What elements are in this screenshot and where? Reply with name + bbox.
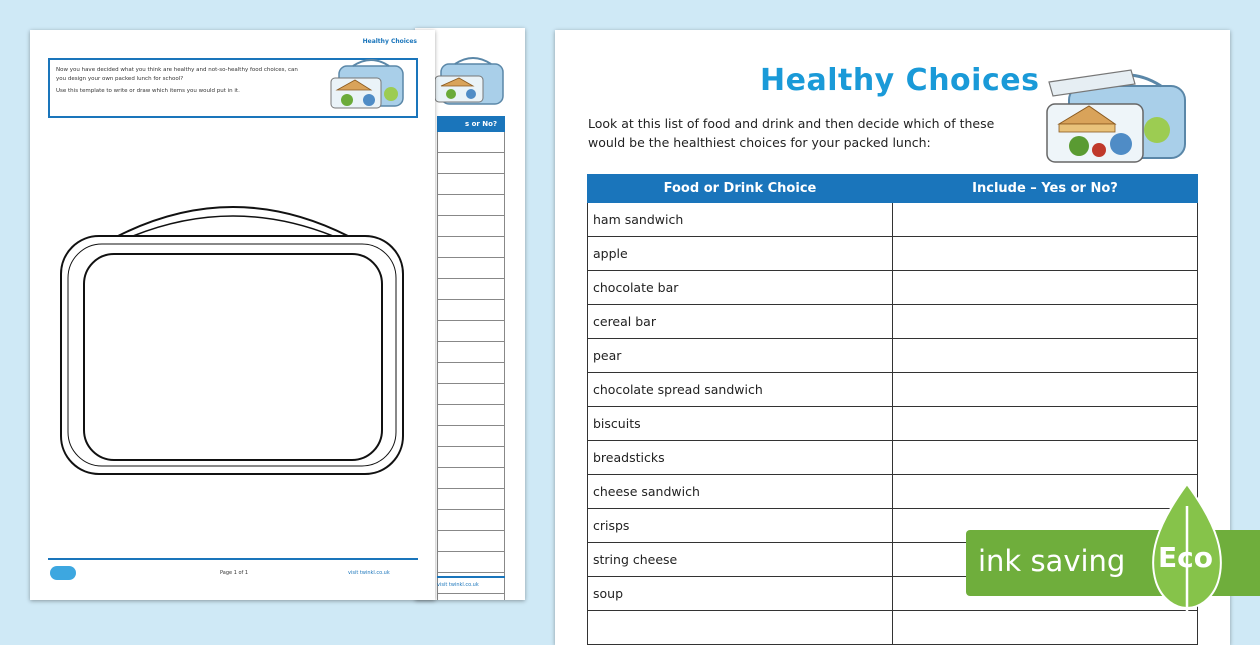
back-table-header: s or No? <box>437 116 505 132</box>
food-item-cell: soup <box>588 577 893 611</box>
food-item-cell: crisps <box>588 509 893 543</box>
table-header-row <box>588 175 1198 203</box>
answer-cell[interactable] <box>893 271 1198 305</box>
ink-saving-label: ink saving <box>978 544 1126 578</box>
eco-label: Eco <box>1158 541 1213 574</box>
food-item-cell: string cheese <box>588 543 893 577</box>
food-item-cell: cheese sandwich <box>588 475 893 509</box>
table-row <box>588 611 1198 645</box>
food-item-cell: ham sandwich <box>588 203 893 237</box>
food-item-cell: breadsticks <box>588 441 893 475</box>
table-row <box>588 407 1198 441</box>
back-table-rows <box>437 132 505 600</box>
answer-cell[interactable] <box>893 203 1198 237</box>
template-intro-text-2: Use this template to write or draw which items you would put in it. <box>56 88 240 94</box>
worksheet-instructions: Look at this list of food and drink and then decide which of these would be the healthiest choices for your packed lunch: <box>588 116 995 150</box>
table-row <box>588 271 1198 305</box>
lunchbox-template-page <box>30 30 435 600</box>
food-column-header: Food or Drink Choice <box>588 175 893 203</box>
food-item-cell: chocolate spread sandwich <box>588 373 893 407</box>
lunchbox-illustration-large <box>1039 66 1199 178</box>
food-item-cell: pear <box>588 339 893 373</box>
template-page-title: Healthy Choices <box>362 38 417 45</box>
table-row <box>588 339 1198 373</box>
twinkl-logo-icon <box>50 566 76 580</box>
table-row <box>588 305 1198 339</box>
include-column-header: Include – Yes or No? <box>893 175 1198 203</box>
answer-cell[interactable] <box>893 339 1198 373</box>
page-number: Page 1 of 1 <box>220 570 249 576</box>
answer-cell[interactable] <box>893 441 1198 475</box>
food-item-cell: cereal bar <box>588 305 893 339</box>
table-row <box>588 475 1198 509</box>
food-item-cell: apple <box>588 237 893 271</box>
answer-cell[interactable] <box>893 237 1198 271</box>
back-footer-link: visit twinkl.co.uk <box>437 582 479 588</box>
food-item-cell: chocolate bar <box>588 271 893 305</box>
answer-cell[interactable] <box>893 373 1198 407</box>
template-intro-text-1: Now you have decided what you think are healthy and not-so-healthy food choices, can you design your own packed lunch for school? <box>56 67 298 82</box>
table-row <box>588 373 1198 407</box>
template-page-footer <box>48 558 418 590</box>
food-item-cell <box>588 611 893 645</box>
food-item-cell: biscuits <box>588 407 893 441</box>
page-title: Healthy Choices <box>760 63 1040 98</box>
answer-cell[interactable] <box>893 407 1198 441</box>
answer-cell[interactable] <box>893 305 1198 339</box>
table-row <box>588 203 1198 237</box>
footer-link[interactable]: visit twinkl.co.uk <box>348 570 390 576</box>
table-row <box>588 441 1198 475</box>
lunchbox-outline-drawing <box>58 194 408 480</box>
lunchbox-illustration <box>433 50 513 110</box>
table-row <box>588 237 1198 271</box>
back-page-footer <box>437 576 505 596</box>
lunchbox-illustration-small <box>325 54 415 116</box>
